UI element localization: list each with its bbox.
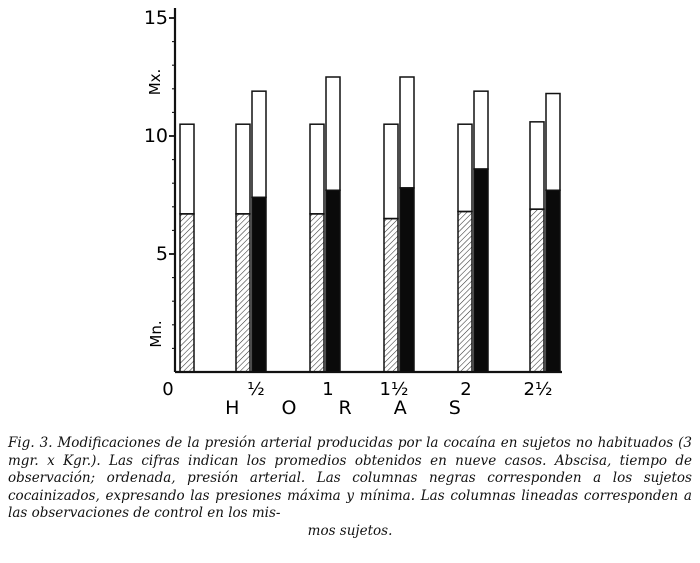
control-bar-max	[530, 122, 544, 209]
control-bar-min	[458, 212, 472, 372]
figure-caption	[8, 435, 692, 540]
control-bar-min	[310, 214, 324, 372]
x-tick-label: 1½	[379, 379, 409, 400]
y-tick-label: 10	[143, 125, 168, 147]
control-bar-min	[530, 209, 544, 372]
bar-group-3	[384, 77, 414, 372]
cocaine-bar-min	[546, 190, 560, 372]
x-tick-label: ½	[247, 379, 265, 400]
cocaine-bar-min	[400, 188, 414, 372]
bar-group-1	[236, 91, 266, 372]
chart-axes	[175, 8, 562, 372]
y-axis-label-min: Mn.	[147, 320, 165, 348]
control-bar-min	[236, 214, 250, 372]
bar-groups	[180, 77, 560, 372]
caption-body: Fig. 3. Modificaciones de la presión arterial producidas por la cocaína en sujetos no habituados (3 mgr. x Kgr.). Las cifras indican los promedios obtenidos en nueve casos. Abscisa, tiempo de observación; ordenada, presión arterial. Las columnas negras corresponden a los sujetos cocainizados, expresando las presiones máxima y mínima. Las columnas lineadas corresponden a las observaciones de control en los mis-	[8, 435, 692, 521]
x-tick-label: 2	[460, 379, 472, 400]
control-bar-max	[458, 124, 472, 211]
cocaine-bar-min	[474, 169, 488, 372]
bar-group-2	[310, 77, 340, 372]
x-tick-label: 0	[162, 379, 174, 400]
y-axis-ticks	[144, 7, 175, 348]
y-tick-label: 15	[143, 7, 168, 29]
bar-group-4	[458, 91, 488, 372]
control-bar-max	[180, 124, 194, 214]
cocaine-bar-min	[326, 190, 340, 372]
cocaine-bar-max	[400, 77, 414, 188]
caption-last-line: mos sujetos.	[307, 522, 393, 539]
control-bar-max	[310, 124, 324, 214]
cocaine-bar-max	[252, 91, 266, 197]
bar-group-5	[530, 94, 560, 372]
cocaine-bar-max	[326, 77, 340, 190]
x-tick-label: 2½	[523, 379, 553, 400]
cocaine-bar-max	[546, 94, 560, 191]
x-axis-label: H O R A S	[225, 397, 479, 419]
control-bar-min	[180, 214, 194, 372]
x-tick-label: 1	[322, 379, 334, 400]
cocaine-bar-max	[474, 91, 488, 169]
control-bar-max	[236, 124, 250, 214]
control-bar-max	[384, 124, 398, 218]
control-bar-min	[384, 219, 398, 372]
y-axis-label-max: Mx.	[146, 68, 164, 96]
bar-group-0	[180, 124, 194, 372]
cocaine-bar-min	[252, 197, 266, 372]
y-tick-label: 5	[155, 243, 168, 265]
